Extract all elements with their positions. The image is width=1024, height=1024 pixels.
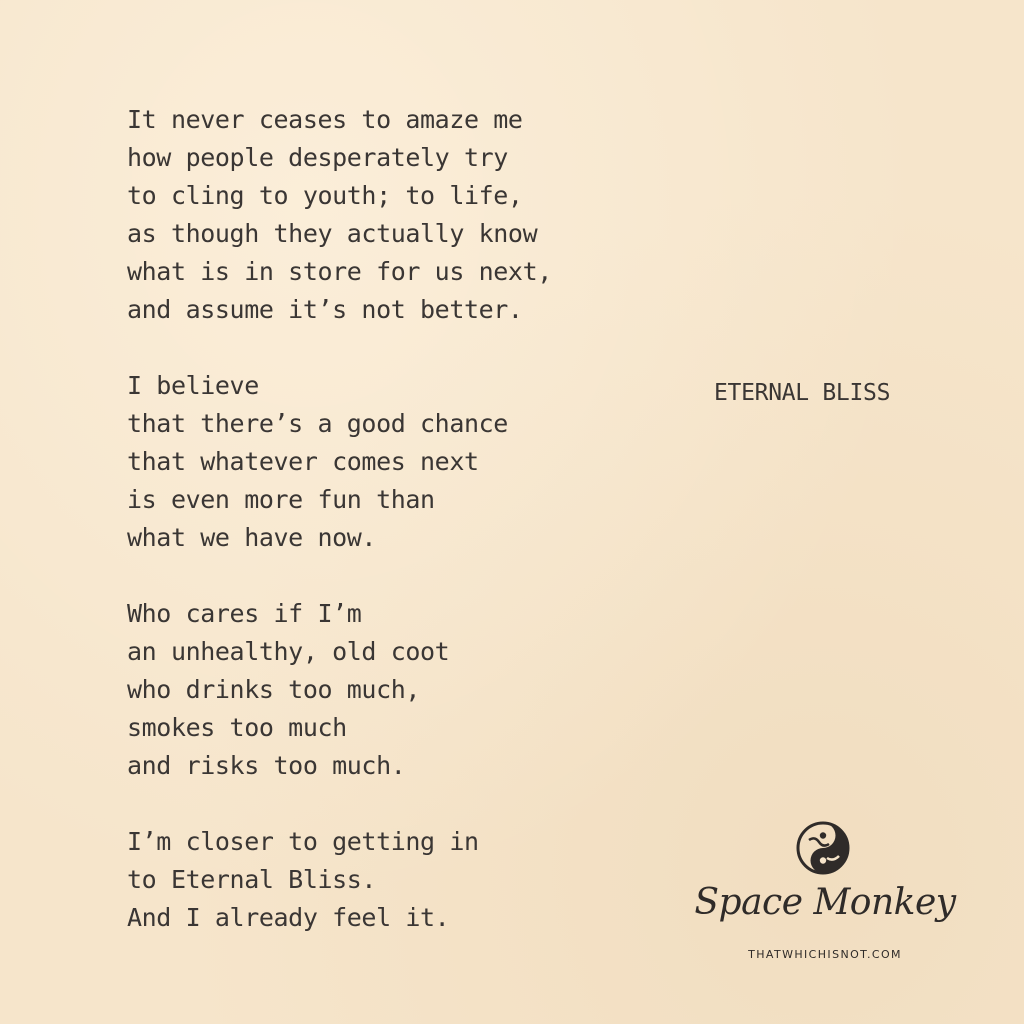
poem xyxy=(127,101,647,975)
brand-name: Space Monkey xyxy=(694,882,956,923)
poem-line: It never ceases to amaze me xyxy=(127,105,523,134)
brand-logo xyxy=(690,820,960,970)
poem-line: that whatever comes next xyxy=(127,447,479,476)
stanza-1 xyxy=(127,101,647,329)
poem-line: what we have now. xyxy=(127,523,377,552)
poem-line: that there’s a good chance xyxy=(127,409,508,438)
space-monkey-emblem-icon xyxy=(795,820,851,876)
poem-line: and assume it’s not better. xyxy=(127,295,523,324)
poem-line: smokes too much xyxy=(127,713,347,742)
poem-line: who drinks too much, xyxy=(127,675,421,704)
poem-line: to Eternal Bliss. xyxy=(127,865,377,894)
poem-title: ETERNAL BLISS xyxy=(714,380,891,406)
poem-line: an unhealthy, old coot xyxy=(127,637,450,666)
stanza-3 xyxy=(127,595,647,785)
poem-line: as though they actually know xyxy=(127,219,538,248)
poem-line: how people desperately try xyxy=(127,143,508,172)
poem-line: I believe xyxy=(127,371,259,400)
brand-site: THATWHICHISNOT.COM xyxy=(748,948,902,961)
stanza-2 xyxy=(127,367,647,557)
poem-line: I’m closer to getting in xyxy=(127,827,479,856)
poem-line: to cling to youth; to life, xyxy=(127,181,523,210)
poem-line: Who cares if I’m xyxy=(127,599,362,628)
poem-line: what is in store for us next, xyxy=(127,257,552,286)
poem-line: is even more fun than xyxy=(127,485,435,514)
poem-line: And I already feel it. xyxy=(127,903,450,932)
poem-line: and risks too much. xyxy=(127,751,406,780)
stanza-4 xyxy=(127,823,647,937)
